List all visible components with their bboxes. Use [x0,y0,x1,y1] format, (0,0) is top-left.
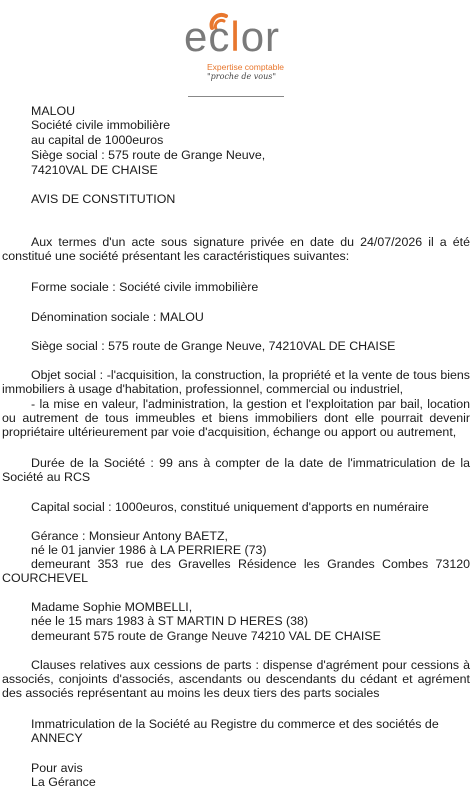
paragraph-intro: Aux termes d'un acte sous signature privée en date du 24/07/2026 il a été constitué une société présentant les caractéristiques suivantes: [2,235,470,263]
header-divider [188,96,284,97]
notice-title: AVIS DE CONSTITUTION [31,192,176,206]
gerance-line2: né le 01 janvier 1986 à LA PERRIERE (73) [31,543,267,557]
brand-suffix: or [240,13,281,60]
company-type: Société civile immobilière [31,118,171,132]
gerante-line1: Madame Sophie MOMBELLI, [31,600,193,614]
company-siege-line2: 74210VAL DE CHAISE [31,163,158,177]
paragraph-siege: Siège social : 575 route de Grange Neuve, 74210VAL DE CHAISE [31,339,396,353]
company-capital: au capital de 1000euros [31,133,164,147]
paragraph-forme: Forme sociale : Société civile immobilière [31,280,259,294]
gerance-line1: Gérance : Monsieur Antony BAETZ, [31,529,228,543]
closing-line2: La Gérance [31,775,96,789]
company-name: MALOU [31,104,76,118]
eclor-logo [170,6,310,98]
brand-prefix: ec [184,13,231,60]
paragraph-duree: Durée de la Société : 99 ans à compter de la date de l'immatriculation de la Société au RCS [2,456,470,484]
paragraph-objet-2: - la mise en valeur, l'administration, la gestion et l'exploitation par bail, location ou autrement de tous immeubles et biens immobiliers dont elle pourrait devenir propriétaire ultérieurement par voie d'acquisition, échange ou apport ou autrement, [2,397,470,439]
paragraph-clauses: Clauses relatives aux cessions de parts : dispense d'agrément pour cessions à associés, conjoints d'associés, ascendants ou descendants du cédant et agrément des associés représentant au moins les deux tiers des parts sociales [2,658,470,700]
gerance-line3: demeurant 353 rue des Gravelles Résidence les Grandes Combes 73120 COURCHEVEL [2,557,470,585]
closing-line1: Pour avis [31,761,83,775]
gerante-line3: demeurant 575 route de Grange Neuve 74210 VAL DE CHAISE [31,629,381,643]
paragraph-immatriculation: Immatriculation de la Société au Registre du commerce et des sociétés de ANNECY [31,717,439,745]
gerante-line2: née le 15 mars 1983 à ST MARTIN D HERES (38) [31,614,309,628]
brand-wordmark [184,13,281,60]
paragraph-denomination: Dénomination sociale : MALOU [31,310,204,324]
brand-tagline: Expertise comptable [207,62,285,72]
brand-signature: "proche de vous" [207,72,277,81]
paragraph-objet-1: Objet social : -l'acquisition, la construction, la propriété et la vente de tous biens immobiliers à usage d'habitation, professionnel, commercial ou industriel, [2,368,470,396]
company-siege-line1: Siège social : 575 route de Grange Neuve, [31,148,266,162]
paragraph-capital: Capital social : 1000euros, constitué uniquement d'apports en numéraire [31,500,429,514]
brand-accent: l [230,13,241,60]
